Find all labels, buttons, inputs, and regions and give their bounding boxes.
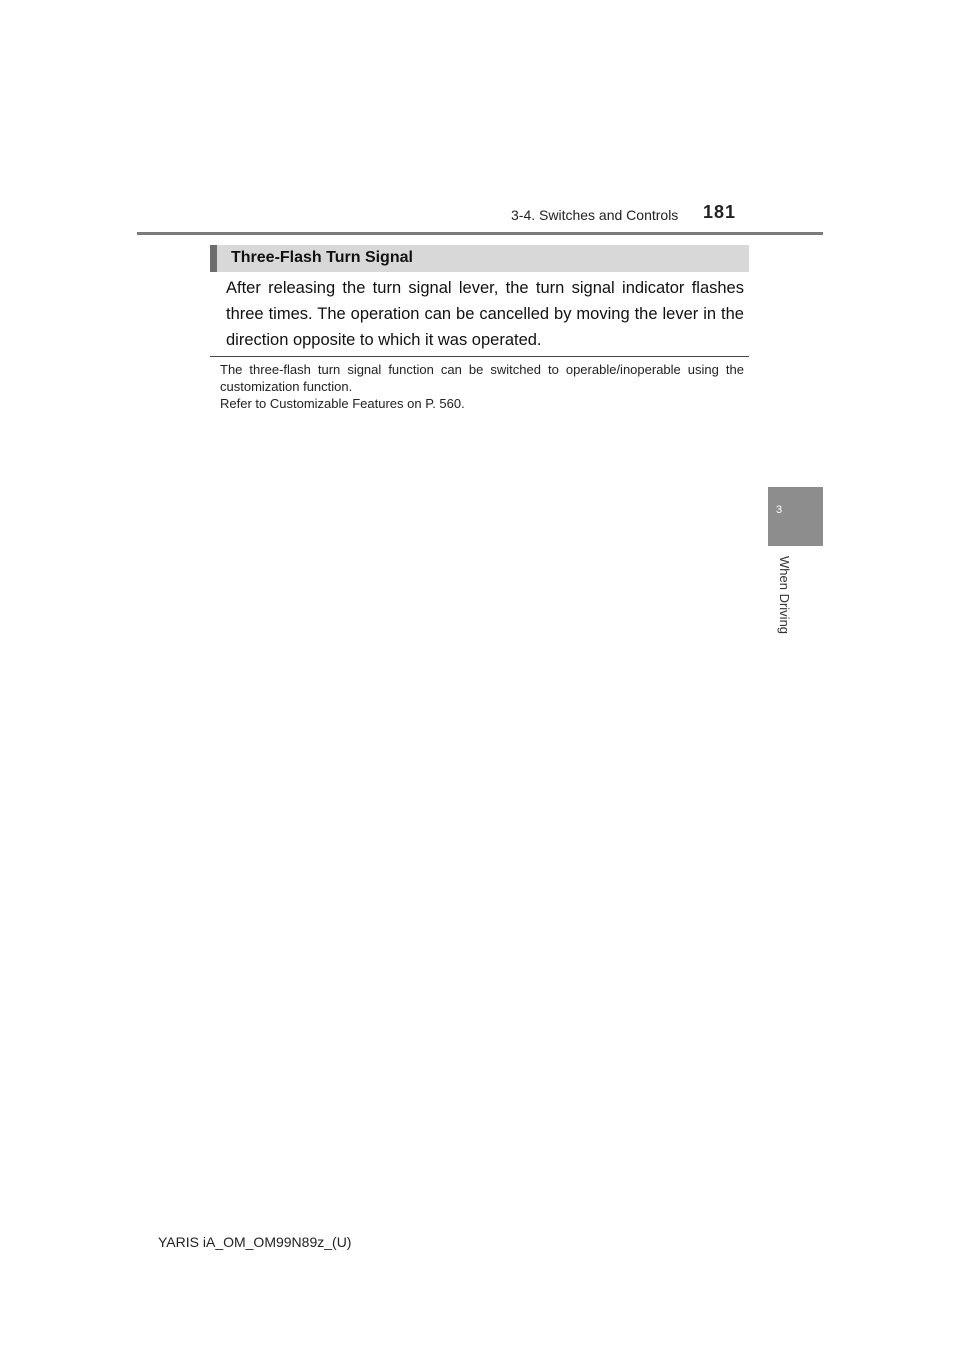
section-title: 3-4. Switches and Controls <box>511 207 679 223</box>
note-divider <box>210 356 749 357</box>
section-heading-box <box>210 245 749 272</box>
chapter-number: 3 <box>775 504 783 516</box>
manual-id: YARIS iA_OM_OM99N89z_(U) <box>158 1234 352 1250</box>
note-block <box>220 361 744 412</box>
body-paragraph: After releasing the turn signal lever, the turn signal indicator flashes three times. The operation can be cancelled by moving the lever in the direction opposite to which it was operated. <box>226 279 744 349</box>
chapter-tab[interactable] <box>768 487 823 546</box>
header-divider <box>137 232 823 235</box>
section-heading: Three-Flash Turn Signal <box>231 249 413 266</box>
page-number: 181 <box>703 202 737 222</box>
note-reference-link[interactable]: Refer to Customizable Features on P. 560. <box>220 396 465 411</box>
note-line: The three-flash turn signal function can be switched to operable/inoperable using the customization function. <box>220 362 744 394</box>
chapter-label: When Driving <box>777 556 792 635</box>
